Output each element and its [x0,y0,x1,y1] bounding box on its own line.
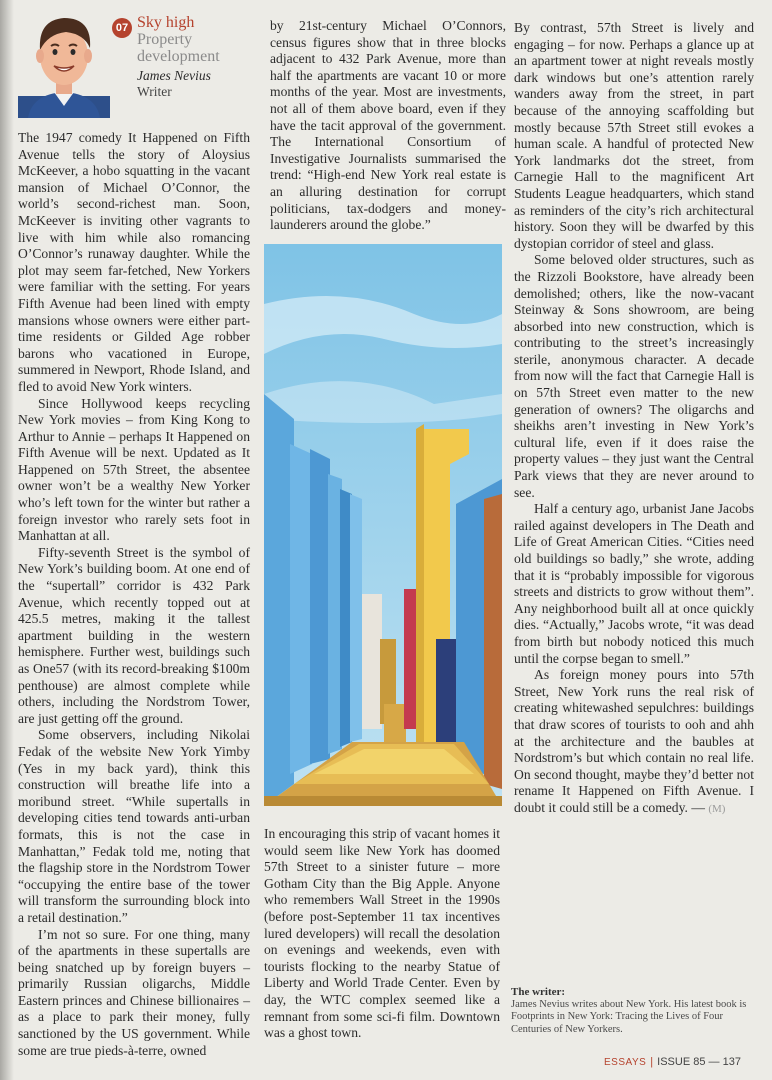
category-label: Sky high [137,14,195,31]
footer-separator: | [650,1056,654,1068]
article-column-2-continued [264,826,500,1042]
body-paragraph: By contrast, 57th Street is lively and engaging – for now. Perhaps a glance up at an apartment tower at night reveals mostly dark windows but one’s attention rarely wanders away from the street, in part because of the annoying scaffolding but mostly because 57th Street still evokes a human scale. A handful of protected New York landmarks dot the street, from Carnegie Hall to the magnificent Art Students League headquarters, which stand as reminders of the city’s rich architectural history. Soon they will be dwarfed by this dystopian corridor of steel and glass. [514,20,754,251]
author-name: James Nevius [137,68,211,83]
subcategory-label: development [137,48,220,65]
body-paragraph: In encouraging this strip of vacant homes it would seem like New York has doomed 57th Street to a sinister future – more Gotham City than the Big Apple. Anyone who remembers Wall Street in the 1990s (before post-September 11 tax incentives lured developers) will recall the desolation on evenings and weekends, even with tourists flocking to the nearby Statue of Liberty and World Trade Center. Even by day, the WTC complex seemed like a remnant from some sci-fi film. Downtown was a ghost town. [264,826,500,1041]
street-illustration [264,244,502,806]
body-paragraph: Some beloved older structures, such as the Rizzoli Bookstore, have already been demolished; others, like the now-vacant Steinway & Sons showroom, are being absorbed into new construction, which is contributing to the street’s increasingly sterile, anonymous character. A decade from now will the fact that Carnegie Hall is on 57th Street even matter to the new generation of owners? The oligarchs and sheikhs aren’t investing in New York’s cultural life, even if it does raise the property values – they just want the Central Park views that they are never around to see. [514,252,754,500]
article-column-3 [514,20,754,818]
issue-label: ISSUE 85 [657,1056,706,1068]
end-mark: (M) [708,802,726,815]
body-paragraph-final [514,667,754,817]
author-avatar [18,6,110,118]
body-paragraph: Half a century ago, urbanist Jane Jacobs railed against developers in The Death and Life of Great American Cities. “Cities need old buildings so badly,” she wrote, adding that it is “probably impossible for vigorous streets and districts to grow without them”. Any neighborhood built all at once quickly dies. “Actually,” Jacobs wrote, “it was dead from birth but nobody noticed this much until the corpse began to smell.” [514,501,754,666]
body-paragraph: by 21st-century Michael O’Connors, census figures show that in three blocks adjacent to 432 Park Avenue, more than half the apartments are vacant 10 or more months of the year. Most are investments, not all of them above board, even if they have the tacit approval of the government. The International Consortium of Investigative Journalists summarised the trend: “High-end New York real estate is an alluring destination for corrupt politicians, tax-dodgers and money-launderers around the globe.” [270,18,506,233]
body-paragraph: Since Hollywood keeps recycling New York movies – from King Kong to Arthur to Annie – perhaps It Happened on Fifth Avenue will be next. Updated as It Happened on 57th Street, the absentee owner won’t be a wealthy New Yorker who’s left town for the winter but rather a foreign investor who rarely sets foot in Manhattan at all. [18,395,250,544]
writer-label: The writer: [511,986,566,998]
footer-dash: — [708,1056,720,1068]
author-role: Writer [137,84,172,99]
body-paragraph: The 1947 comedy It Happened on Fifth Avenue tells the story of Aloysius McKeever, a hobo squatting in the vacant mansion of Michael O’Connor, the world’s second-richest man. Soon, McKeever is inviting other vagrants to live with him while also romancing O’Connor’s runaway daughter. While the plot may seem far-fetched, New Yorkers were familiar with the setting. For years Fifth Avenue had been lined with empty mansions whose owners were either part-time residents or Gilded Age robber barons who vacationed in Europe, summered in Newport, Rhode Island, and fled to avoid New York winters. [18,130,250,394]
final-paragraph-text: As foreign money pours into 57th Street, New York runs the real risk of creating whitewashed sepulchres: buildings that draw scores of tourists to ooh and ahh at the architecture and the baubles at Nordstrom’s but which contain no real life. On second thought, maybe they’d better not rename It Happened on Fifth Avenue. I doubt it could still be a comedy. — [514,667,754,815]
byline [137,68,267,100]
writer-bio: James Nevius writes about New York. His latest book is Footprints in New York: Tracing the Lives of Four Centuries of New Yorkers. [511,998,747,1035]
article-column-1 [18,130,250,1059]
page-footer [604,1056,754,1068]
article-kicker [137,14,267,65]
page-number: 137 [722,1056,741,1068]
writer-bio-box [511,986,751,1036]
body-paragraph: Some observers, including Nikolai Fedak of the website New York Yimby (Yes in my back yard), think this construction will breathe life into a moribund street. “While supertalls in developing cities tend towards anti-urban formats, this is not the case in Manhattan,” Fedak told me, noting that the flagship store in the Nordstrom Tower “occupying the entire base of the tower will transform the surrounding block into a retail destination.” [18,727,250,925]
article-number-badge: 07 [112,18,132,38]
article-header [18,6,258,128]
subcategory-label: Property [137,31,193,48]
body-paragraph: I’m not so sure. For one thing, many of the apartments in these supertalls are being snatched up by foreign buyers – primarily Russian oligarchs, Middle Eastern princes and Chinese billionaires – as a place to park their money, fully sanctioned by the US government. While some are true pieds-à-terre, owned [18,926,250,1058]
body-paragraph: Fifty-seventh Street is the symbol of New York’s building boom. At one end of the “supertall” corridor is 432 Park Avenue, which recently topped out at 425.5 metres, making it the tallest apartment building in the western hemisphere. Further west, buildings such as One57 (with its record-breaking $100m penthouse) are almost complete while others, including the Nordstrom Tower, are just getting off the ground. [18,544,250,726]
article-column-2 [270,18,506,234]
page-binding-shadow [0,0,14,1080]
section-label: ESSAYS [604,1057,647,1068]
